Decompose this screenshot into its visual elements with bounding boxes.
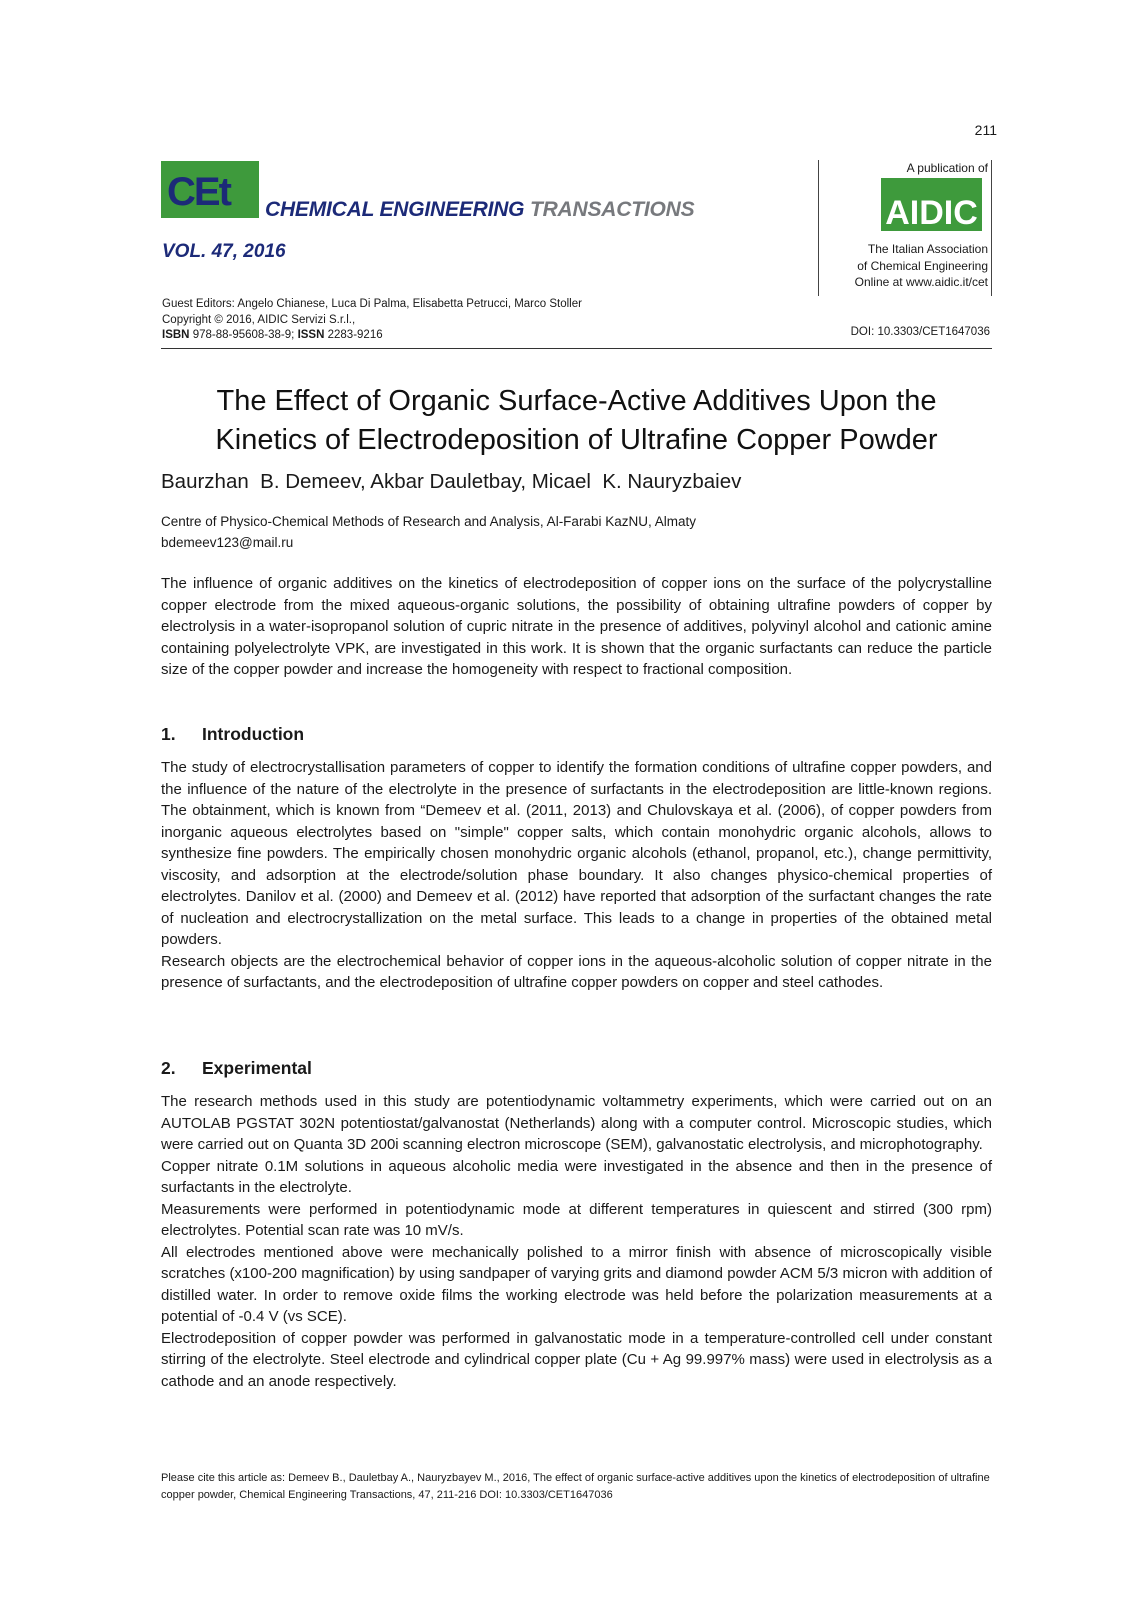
cet-logo bbox=[161, 161, 259, 218]
journal-title bbox=[265, 198, 694, 222]
copyright: Copyright © 2016, AIDIC Servizi S.r.l., bbox=[162, 313, 356, 326]
paragraph: Measurements were performed in potentiodynamic mode at different temperatures in quiescent and stirred (300 rpm) electrolytes. Potential scan rate was 10 mV/s. bbox=[161, 1200, 992, 1239]
journal-title-secondary: TRANSACTIONS bbox=[529, 198, 695, 221]
title-line: The Effect of Organic Surface-Active Additives Upon the bbox=[216, 385, 937, 417]
header-divider-right bbox=[991, 160, 992, 296]
introduction-body bbox=[161, 757, 992, 994]
aidic-logo bbox=[881, 178, 982, 231]
isbn-value: 978-88-95608-38-9; bbox=[192, 329, 295, 341]
email: bdemeev123@mail.ru bbox=[161, 534, 294, 550]
section-title: Experimental bbox=[202, 1058, 312, 1078]
publication-of: A publication of bbox=[906, 161, 988, 175]
isbn-label: ISBN bbox=[162, 329, 190, 341]
affiliation-block bbox=[161, 512, 696, 553]
paragraph: All electrodes mentioned above were mechanically polished to a mirror finish with absence of microscopically visible scratches (x100-200 magnification) by using sandpaper of varying grits and diamond powder ACM 5/3 micron with addition of distilled water. In order to remove oxide films the working electrode was held before the polarization measurements at a potential of -0.4 V (vs SCE). bbox=[161, 1243, 992, 1325]
section-number: 1. bbox=[161, 724, 176, 744]
volume: VOL. 47, 2016 bbox=[162, 241, 286, 262]
abstract-text: The influence of organic additives on the kinetics of electrodeposition of copper ions on the surface of the polycrystalline copper electrode from the mixed aqueous-organic solutions, the possibility of obtaining ultrafine powders of copper by electrolysis in a water-isopropanol solution of cupric nitrate in the presence of additives, polyvinyl alcohol and cationic amine containing polyelectrolyte VPK, are investigated in this work. It is shown that the organic surfactants can reduce the particle size of the copper powder and increase the homogeneity with respect to fractional composition. bbox=[161, 575, 992, 678]
association-website: Online at www.aidic.it/cet bbox=[854, 275, 988, 289]
association-line: of Chemical Engineering bbox=[857, 258, 988, 273]
header-rule bbox=[161, 348, 992, 349]
paragraph: Copper nitrate 0.1M solutions in aqueous alcoholic media were investigated in the absence and then in the presence of surfactants in the electrolyte. bbox=[161, 1157, 992, 1196]
article-title bbox=[161, 382, 992, 460]
header-divider-left bbox=[818, 160, 819, 296]
title-line: Kinetics of Electrodeposition of Ultrafine Copper Powder bbox=[215, 424, 938, 456]
journal-title-main: CHEMICAL ENGINEERING bbox=[265, 198, 525, 221]
guest-editors: Guest Editors: Angelo Chianese, Luca Di Palma, Elisabetta Petrucci, Marco Stoller bbox=[162, 298, 582, 310]
page-number: 211 bbox=[974, 122, 997, 138]
section-heading-experimental bbox=[161, 1058, 312, 1079]
authors: Baurzhan B. Demeev, Akbar Dauletbay, Micael K. Nauryzbaiev bbox=[161, 470, 742, 493]
doi: DOI: 10.3303/CET1647036 bbox=[850, 326, 990, 338]
paragraph: The study of electrocrystallisation parameters of copper to identify the formation conditions of ultrafine copper powders, and the influence of the nature of the electrolyte in the presence of surfactants in the electrodeposition are little-known regions. The obtainment, which is known from “Demeev et al. (2011, 2013) and Chulovskaya et al. (2006), of copper powders from inorganic aqueous electrolytes based on "simple" copper salts, which contain monohydric organic alcohols, allows to synthesize fine powders. The empirically chosen monohydric organic alcohols (ethanol, propanol, etc.), change permittivity, viscosity, and adsorption at the electrode/solution phase boundary. It also changes physico-chemical properties of electrolytes. Danilov et al. (2000) and Demeev et al. (2012) have reported that adsorption of the surfactant changes the rate of nucleation and electrocrystallization on the metal surface. This leads to a change in properties of the obtained metal powders. bbox=[161, 759, 992, 948]
association-line: The Italian Association bbox=[867, 242, 988, 256]
paragraph: Electrodeposition of copper powder was performed in galvanostatic mode in a temperature-controlled cell under constant stirring of the electrolyte. Steel electrode and cylindrical copper plate (Cu + Ag 99.997% mass) were used in electrolysis as a cathode and an anode respectively. bbox=[161, 1329, 992, 1390]
citation-footer: Please cite this article as: Demeev B., Dauletbay A., Nauryzbayev M., 2016, The effect of organic surface-active additives upon the kinetics of electrodeposition of ultrafine copper powder, Chemical Engineering Transactions, 47, 211-216 DOI: 10.3303/CET1647036 bbox=[161, 1472, 990, 1501]
section-number: 2. bbox=[161, 1058, 176, 1078]
svg-text:CEt: CEt bbox=[167, 170, 230, 214]
association-info bbox=[855, 241, 988, 291]
issn-value: 2283-9216 bbox=[327, 329, 383, 341]
section-heading-introduction bbox=[161, 724, 304, 745]
experimental-body bbox=[161, 1091, 992, 1392]
paragraph: Research objects are the electrochemical behavior of copper ions in the aqueous-alcoholic solution of copper nitrate in the presence of surfactants, and the electrodeposition of ultrafine copper powders on copper and steel cathodes. bbox=[161, 952, 992, 991]
section-title: Introduction bbox=[202, 724, 305, 744]
isbn-issn bbox=[162, 328, 582, 344]
svg-text:AIDIC: AIDIC bbox=[885, 194, 978, 231]
issn-label: ISSN bbox=[297, 329, 325, 341]
affiliation: Centre of Physico-Chemical Methods of Research and Analysis, Al-Farabi KazNU, Almaty bbox=[161, 514, 696, 529]
publication-info bbox=[162, 297, 582, 344]
abstract bbox=[161, 573, 992, 681]
paragraph: The research methods used in this study are potentiodynamic voltammetry experiments, which were carried out on an AUTOLAB PGSTAT 302N potentiostat/galvanostat (Netherlands) along with a computer control. Microscopic studies, which were carried out on Quanta 3D 200i scanning electron microscope (SEM), galvanostatic electrolysis, and microphotography. bbox=[161, 1093, 992, 1153]
